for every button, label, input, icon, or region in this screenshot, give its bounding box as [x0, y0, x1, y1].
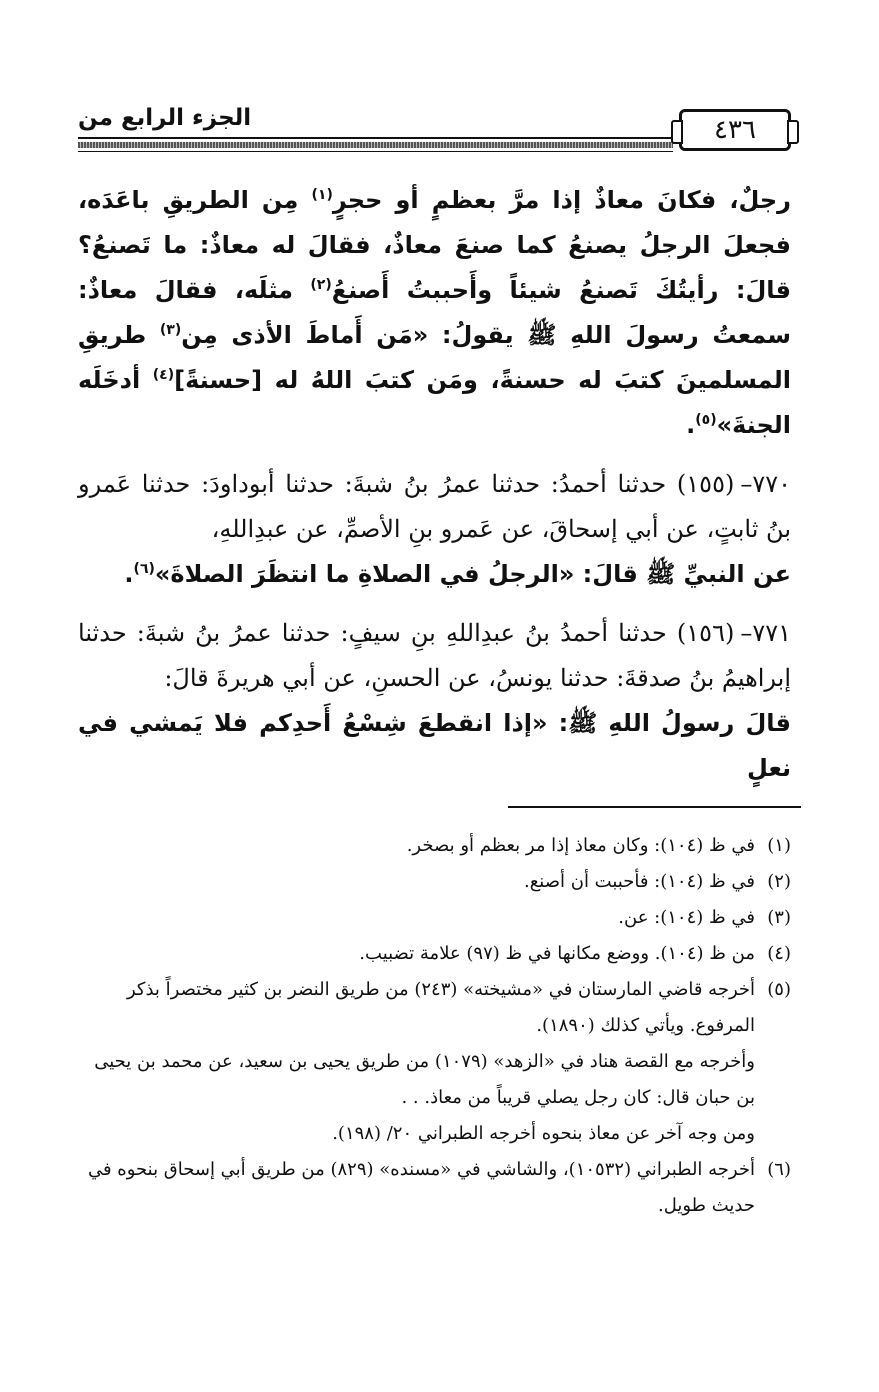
matn-text: عن النبيِّ ﷺ قالَ: «الرجلُ في الصلاةِ ما انتظَرَ الصلاةَ»	[154, 560, 791, 588]
isnad-text: (١٥٦) حدثنا أحمدُ بنُ عبدِاللهِ بنِ سيفٍ: حدثنا عمرُ بنُ شبةَ: حدثنا إبراهيمُ بنُ صدقةَ: حدثنا يونسُ، عن الحسنِ، عن أبي هريرةَ قالَ:	[78, 619, 791, 692]
hadith-770	[78, 462, 791, 597]
footnote-ref[interactable]: (٢)	[310, 277, 332, 293]
footnote-5	[78, 972, 791, 1044]
footnote-3	[78, 900, 791, 936]
footnote-number: (٥)	[767, 979, 791, 1000]
footnote-text: في ظ (١٠٤): وكان معاذ إذا مر بعظم أو بصخر.	[406, 835, 755, 856]
footnote-5-continuation: وأخرجه مع القصة هناد في «الزهد» (١٠٧٩) من طريق يحيى بن سعيد، عن محمد بن يحيى بن حبان قال: كان رجل يصلي قريباً من معاذ. . .	[94, 1051, 755, 1108]
footnote-text: أخرجه قاضي المارستان في «مشيخته» (٢٤٣) من طريق النضر بن كثير مختصراً بذكر المرفوع. ويأتي كذلك (١٨٩٠).	[126, 979, 755, 1036]
footnote-2	[78, 864, 791, 900]
footnote-ref[interactable]: (١)	[311, 187, 333, 203]
page-number: ٤٣٦	[679, 109, 791, 151]
footnote-ref[interactable]: (٤)	[152, 367, 175, 383]
text-run: مثلَه، فقالَ معاذٌ: سمعتُ رسولَ اللهِ ﷺ يقولُ: «مَن أَماطَ الأذى مِن	[78, 276, 791, 349]
footnote-ref[interactable]: (٥)	[695, 412, 717, 428]
footnote-number: (٢)	[767, 871, 791, 892]
header-rule-hatched	[78, 142, 673, 148]
footnote-text: في ظ (١٠٤): فأحببت أن أصنع.	[524, 871, 755, 892]
footnote-ref[interactable]: (٣)	[159, 322, 182, 338]
footnote-text: أخرجه الطبراني (١٠٥٣٢)، والشاشي في «مسنده» (٨٢٩) من طريق أبي إسحاق بنحوه في حديث طويل.	[87, 1159, 755, 1216]
paragraph-continuation	[78, 178, 791, 448]
hadith-number: ٧٧٠–	[740, 470, 791, 498]
footnote-text: من ظ (١٠٤). ووضع مكانها في ظ (٩٧) علامة تضبيب.	[359, 943, 755, 964]
footnote-separator	[508, 806, 801, 808]
footnote-number: (٣)	[767, 907, 791, 928]
page-header	[78, 105, 791, 165]
footnote-number: (٦)	[767, 1159, 791, 1180]
text-run: .	[686, 411, 696, 439]
text-run: مِن الطريقِ باعَدَه، فجعلَ الرجلُ يصنعُ كما صنعَ معاذٌ، فقالَ له معاذٌ: ما تَصنعُ؟ قالَ: رأيتُكَ تَصنعُ شيئاً وأَحببتُ أَصنعُ	[78, 186, 791, 304]
footnote-1	[78, 828, 791, 864]
matn-line	[78, 552, 791, 597]
header-rule-bottom	[78, 151, 673, 152]
text-run: طريقِ المسلمينَ كتبَ له حسنةً، ومَن كتبَ اللهُ له [حسنةً]	[78, 321, 791, 394]
header-rule	[78, 137, 673, 139]
footnote-4	[78, 936, 791, 972]
footnote-text: في ظ (١٠٤): عن.	[618, 907, 755, 928]
footnote-number: (٤)	[767, 943, 791, 964]
hadith-number: ٧٧١–	[740, 619, 791, 647]
isnad-text: (١٥٥) حدثنا أحمدُ: حدثنا عمرُ بنُ شبةَ: حدثنا أبوداودَ: حدثنا عَمرو بنُ ثابتٍ، عن أبي إسحاقَ، عن عَمرو بنِ الأصمِّ، عن عبدِاللهِ،	[78, 470, 791, 543]
text-run: أدخَلَه الجنةَ»	[78, 366, 791, 439]
text-run: .	[124, 560, 134, 588]
footnote-ref[interactable]: (٦)	[133, 561, 155, 577]
footnote-5-continuation: ومن وجه آخر عن معاذ بنحوه أخرجه الطبراني ٢٠/ (١٩٨).	[332, 1123, 755, 1144]
hadith-771	[78, 611, 791, 791]
running-title: الجزء الرابع من	[78, 105, 252, 131]
matn-line: قالَ رسولُ اللهِ ﷺ: «إذا انقطعَ شِسْعُ أَحدِكم فلا يَمشي في نعلٍ	[78, 709, 791, 782]
main-text	[78, 178, 791, 791]
footnotes	[78, 828, 791, 1224]
footnote-6	[78, 1152, 791, 1224]
text-run: رجلٌ، فكانَ معاذٌ إذا مرَّ بعظمٍ أو حجرٍ	[332, 186, 792, 214]
footnote-number: (١)	[767, 835, 791, 856]
